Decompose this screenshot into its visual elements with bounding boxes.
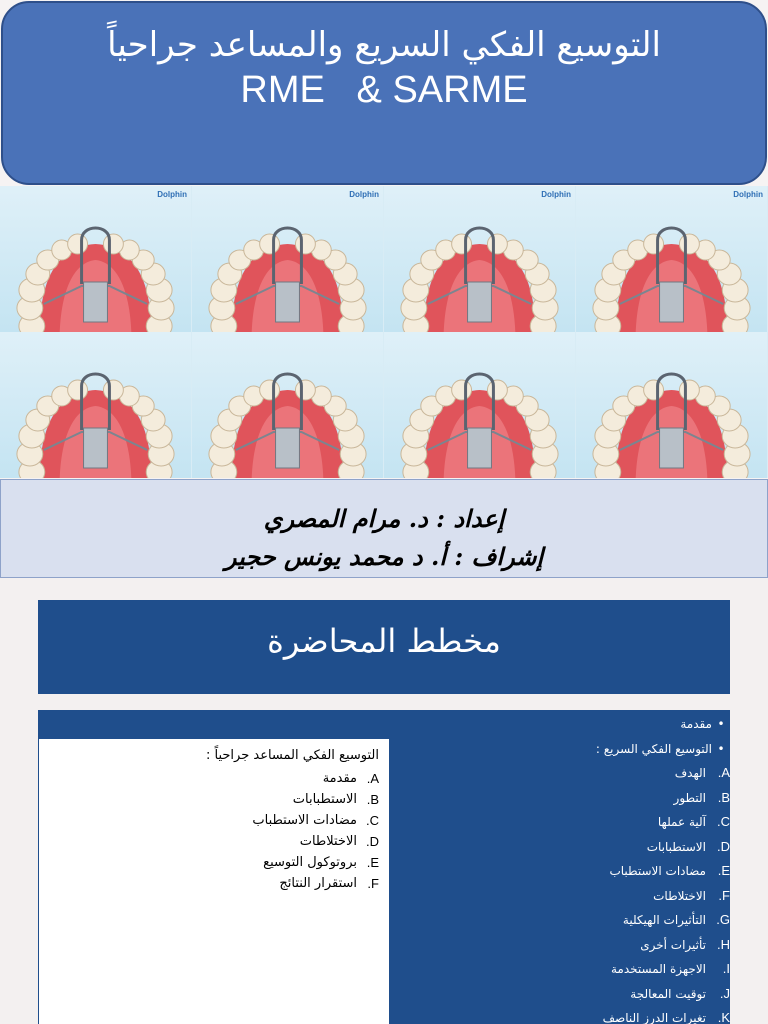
expander-illustration <box>384 332 575 478</box>
expander-illustration <box>0 186 191 332</box>
rme-outline-list <box>410 712 730 1024</box>
prepared-by: إعداد : د. مرام المصري <box>263 504 505 533</box>
item-label: الاختلاطات <box>653 888 706 903</box>
title-arabic: التوسيع الفكي السريع والمساعد جراحياً <box>107 25 661 65</box>
item-letter: E. <box>366 855 379 870</box>
outline-item <box>410 908 730 933</box>
outline-item <box>410 810 730 835</box>
bullet-label: مقدمة <box>680 717 712 731</box>
item-letter: A. <box>717 765 730 780</box>
outline-item <box>410 786 730 811</box>
appliance-image <box>192 186 384 332</box>
item-letter: J. <box>719 985 730 1001</box>
sarme-outline-box <box>38 738 390 1024</box>
outline-item <box>410 982 730 1007</box>
appliance-image <box>0 186 192 332</box>
outline-slide <box>0 578 768 1024</box>
appliance-image <box>192 332 384 478</box>
outline-bullet <box>410 737 730 762</box>
dolphin-logo: Dolphin <box>541 190 571 199</box>
outline-item <box>410 859 730 884</box>
item-letter: E. <box>717 863 730 878</box>
outline-item <box>410 1006 730 1024</box>
bullet-icon: • <box>717 717 725 731</box>
outline-items <box>410 761 730 1024</box>
item-label: الاستطبابات <box>646 839 706 854</box>
item-letter: G. <box>716 912 730 927</box>
sarme-item <box>39 831 379 852</box>
appliance-image <box>576 186 768 332</box>
appliance-image <box>576 332 768 478</box>
bullet-icon: • <box>717 741 725 756</box>
supervised-by: إشراف : أ. د محمد يونس حجير <box>224 542 544 571</box>
item-label: مقدمة <box>322 771 357 786</box>
item-label: الاجهزة المستخدمة <box>610 962 706 976</box>
item-label: آلية عملها <box>657 815 706 829</box>
item-label: تأثيرات أخرى <box>640 937 706 952</box>
dolphin-logo: Dolphin <box>157 190 187 199</box>
item-letter: F. <box>367 876 379 891</box>
sarme-heading: التوسيع الفكي المساعد جراحياً : <box>206 748 379 763</box>
item-letter: I. <box>722 961 730 976</box>
appliance-image <box>384 332 576 478</box>
item-label: الاستطبابات <box>292 792 357 807</box>
expander-illustration <box>576 332 767 478</box>
appliance-image-grid <box>0 186 768 478</box>
outline-item <box>410 933 730 958</box>
sarme-item <box>39 810 379 831</box>
credits-box <box>0 479 768 578</box>
dolphin-logo: Dolphin <box>349 190 379 199</box>
outline-item <box>410 835 730 860</box>
item-letter: B. <box>366 792 379 807</box>
title-english: RME & SARME <box>240 69 528 111</box>
expander-illustration <box>192 332 383 478</box>
outline-title: مخطط المحاضرة <box>38 600 730 694</box>
outline-bullets <box>410 712 730 761</box>
item-letter: F. <box>718 887 730 903</box>
expander-illustration <box>384 186 575 332</box>
item-label: بروتوكول التوسيع <box>263 855 357 870</box>
sarme-items <box>39 768 379 894</box>
item-label: مضادات الاستطباب <box>252 813 357 828</box>
item-label: استقرار النتائج <box>279 876 357 891</box>
item-letter: A. <box>366 771 379 786</box>
outline-item <box>410 957 730 982</box>
sarme-item <box>39 768 379 789</box>
expander-illustration <box>192 186 383 332</box>
dolphin-logo: Dolphin <box>733 190 763 199</box>
item-letter: K. <box>717 1010 730 1024</box>
outline-bullet <box>410 712 730 737</box>
item-label: التأثيرات الهيكلية <box>622 913 706 927</box>
expander-illustration <box>0 332 191 478</box>
appliance-image <box>384 186 576 332</box>
item-label: توقيت المعالجة <box>630 986 706 1001</box>
outline-body <box>38 710 730 1024</box>
item-letter: B. <box>717 789 730 805</box>
appliance-image <box>0 332 192 478</box>
title-banner <box>1 1 767 185</box>
item-letter: D. <box>716 838 730 854</box>
item-letter: D. <box>365 834 379 849</box>
item-letter: C. <box>716 814 730 829</box>
sarme-item <box>39 873 379 894</box>
outline-item <box>410 884 730 909</box>
item-label: مضادات الاستطباب <box>609 864 706 878</box>
item-label: التطور <box>673 790 706 805</box>
sarme-item <box>39 852 379 873</box>
bullet-label: التوسيع الفكي السريع : <box>595 741 712 756</box>
item-letter: C. <box>365 813 379 828</box>
item-label: الاختلاطات <box>299 834 357 849</box>
outline-item <box>410 761 730 786</box>
sarme-item <box>39 789 379 810</box>
expander-illustration <box>576 186 767 332</box>
item-letter: H. <box>716 936 730 952</box>
item-label: تغيرات الدرز الناصف <box>602 1011 706 1024</box>
item-label: الهدف <box>674 766 706 780</box>
